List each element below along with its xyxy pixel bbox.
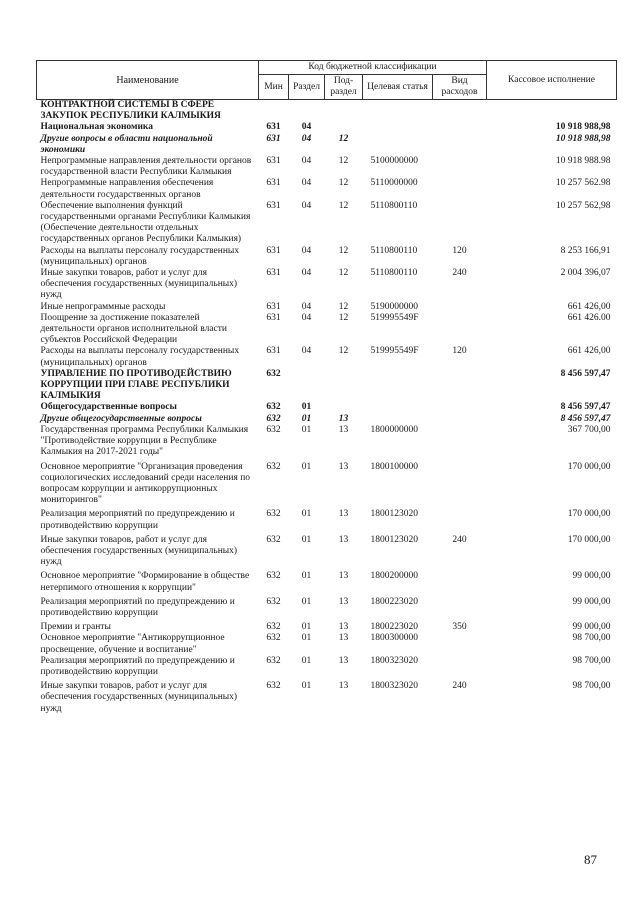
cell-podrazdel: 13: [338, 596, 349, 607]
cell-podrazdel: 12: [338, 301, 349, 312]
cell-sum: 10 918 988.98: [555, 156, 611, 167]
cell-podrazdel: [325, 122, 363, 133]
header-kassovoe: Кассовое исполнение: [487, 61, 617, 100]
table-row: [37, 459, 617, 507]
cell-name: КОНТРАКТНОЙ СИСТЕМЫ В СФЕРЕ ЗАКУПОК РЕСПУБЛИКИ КАЛМЫКИЯ: [40, 100, 221, 122]
cell-name: Национальная экономика: [40, 122, 154, 133]
cell-min: 631: [266, 268, 281, 279]
table-row: [37, 122, 617, 133]
cell-vid: 350: [452, 622, 467, 633]
table-row: [37, 156, 617, 178]
cell-celevaya: 5110800110: [370, 268, 418, 279]
cell-sum: 99 000,00: [572, 596, 611, 607]
cell-podrazdel: 13: [338, 509, 349, 520]
cell-razdel: 01: [301, 596, 312, 607]
table-row: [37, 100, 617, 123]
cell-razdel: 04: [301, 178, 312, 189]
cell-vid: [433, 568, 487, 593]
cell-min: 632: [266, 655, 281, 666]
cell-vid: 240: [452, 681, 467, 692]
cell-celevaya: 1800323020: [370, 681, 418, 692]
cell-podrazdel: 12: [338, 133, 349, 144]
cell-name: Иные закупки товаров, работ и услуг для обеспечения государственных (муниципальных) нужд: [40, 681, 238, 714]
cell-podrazdel: 12: [338, 245, 349, 256]
cell-min: 632: [266, 622, 281, 633]
cell-name: Государственная программа Республики Калмыкия "Противодействие коррупции в Республике Калмыкия на 2017-2021 годы": [40, 424, 249, 458]
cell-min: 631: [266, 245, 281, 256]
cell-razdel: 01: [301, 655, 312, 666]
cell-podrazdel: 12: [338, 200, 349, 211]
budget-table: [36, 60, 617, 715]
cell-razdel: 04: [301, 268, 312, 279]
cell-celevaya: 519995549F: [370, 346, 419, 357]
header-podrazdel: Под-раздел: [325, 75, 363, 100]
table-row: [37, 568, 617, 593]
cell-podrazdel: 13: [338, 534, 349, 545]
cell-name: Поощрение за достижение показателей деятельности органов исполнительной власти субъектов Российской Федерации: [40, 312, 227, 346]
cell-vid: [433, 100, 487, 123]
cell-razdel: 01: [301, 534, 312, 545]
cell-vid: [433, 656, 487, 678]
cell-vid: 240: [452, 534, 467, 545]
cell-sum: 170 000,00: [567, 461, 611, 472]
table-row: [37, 594, 617, 619]
cell-celevaya: 1800100000: [370, 461, 418, 472]
cell-podrazdel: [325, 402, 363, 413]
table-row: [37, 246, 617, 268]
cell-min: 631: [266, 122, 281, 133]
cell-min: 632: [266, 424, 281, 435]
cell-razdel: 01: [301, 622, 312, 633]
cell-min: 631: [266, 156, 281, 167]
cell-celevaya: 1800123020: [370, 509, 418, 520]
table-body: [37, 100, 617, 715]
cell-celevaya: [363, 369, 433, 403]
cell-name: Реализация мероприятий по предупреждению и противодействию коррупции: [40, 596, 235, 618]
cell-celevaya: 5190000000: [370, 301, 418, 312]
table-row: [37, 178, 617, 200]
cell-celevaya: 5100000000: [370, 156, 418, 167]
cell-podrazdel: 13: [338, 461, 349, 472]
table-row: [37, 369, 617, 403]
table-row: [37, 134, 617, 156]
cell-vid: [433, 156, 487, 178]
cell-min: 632: [266, 534, 281, 545]
cell-name: Основное мероприятие "Формирование в обществе нетерпимого отношения к коррупции": [40, 571, 250, 593]
cell-vid: [433, 178, 487, 200]
cell-sum: [487, 100, 617, 123]
cell-razdel: 01: [301, 461, 312, 472]
cell-razdel: 04: [301, 200, 312, 211]
table-row: [37, 313, 617, 347]
cell-celevaya: 5110800110: [370, 200, 418, 211]
table-row: [37, 201, 617, 246]
cell-sum: 98 700,00: [572, 655, 611, 666]
cell-sum: 661 426,00: [567, 301, 611, 312]
cell-name: Другие вопросы в области национальной экономики: [40, 133, 213, 155]
cell-sum: 8 456 597,47: [560, 413, 611, 424]
cell-celevaya: 1800223020: [370, 596, 418, 607]
cell-vid: [433, 459, 487, 507]
cell-name: Расходы на выплаты персоналу государственных (муниципальных) органов: [40, 346, 240, 368]
cell-name: УПРАВЛЕНИЕ ПО ПРОТИВОДЕЙСТВИЮ КОРРУПЦИИ ПРИ ГЛАВЕ РЕСПУБЛИКИ КАЛМЫКИЯ: [40, 368, 232, 402]
cell-vid: [433, 506, 487, 531]
table-row: [37, 425, 617, 459]
cell-sum: 661 426.00: [567, 312, 611, 323]
cell-razdel: 04: [301, 122, 312, 133]
cell-celevaya: 1800323020: [370, 655, 418, 666]
header-vid: Вид расходов: [433, 75, 487, 100]
cell-vid: 120: [452, 346, 467, 357]
cell-razdel: 01: [301, 633, 312, 644]
cell-min: 632: [266, 402, 281, 413]
cell-vid: [433, 369, 487, 403]
cell-sum: 10 918 988,98: [555, 133, 611, 144]
table-row: [37, 506, 617, 531]
cell-sum: 367 700,00: [567, 424, 611, 435]
cell-razdel: [289, 100, 325, 123]
cell-name: Основное мероприятие "Антикоррупционное просвещение, обучение и воспитание": [40, 633, 225, 655]
cell-razdel: [289, 369, 325, 403]
cell-sum: 661 426,00: [567, 346, 611, 357]
cell-sum: 2 004 396,07: [560, 268, 611, 279]
cell-vid: [433, 134, 487, 156]
table-row: [37, 532, 617, 569]
header-celevaya: Целевая статья: [363, 75, 433, 100]
cell-sum: 99 000,00: [572, 622, 611, 633]
cell-razdel: 04: [301, 312, 312, 323]
cell-razdel: 04: [301, 346, 312, 357]
cell-podrazdel: [325, 369, 363, 403]
cell-vid: [433, 633, 487, 655]
cell-min: 632: [266, 596, 281, 607]
table-row: [37, 678, 617, 715]
table-row: [37, 656, 617, 678]
header-min: Мин: [259, 75, 289, 100]
cell-vid: [433, 201, 487, 246]
cell-min: 631: [266, 133, 281, 144]
cell-min: 632: [266, 413, 281, 424]
cell-podrazdel: 12: [338, 156, 349, 167]
cell-podrazdel: 13: [338, 571, 349, 582]
cell-razdel: 04: [301, 133, 312, 144]
cell-sum: 98 700,00: [572, 681, 611, 692]
cell-sum: 98 700,00: [572, 633, 611, 644]
cell-sum: 8 253 166,91: [560, 245, 611, 256]
cell-razdel: 01: [301, 571, 312, 582]
cell-sum: 10 918 988,98: [555, 122, 611, 133]
budget-document: [36, 60, 616, 715]
cell-celevaya: 5110800110: [370, 245, 418, 256]
cell-min: 631: [266, 200, 281, 211]
cell-name: Иные непрограммные расходы: [40, 301, 166, 312]
cell-celevaya: [363, 402, 433, 413]
table-header: [37, 61, 617, 100]
cell-vid: [433, 414, 487, 425]
cell-name: Другие общегосударственные вопросы: [40, 413, 202, 424]
table-row: [37, 346, 617, 368]
cell-name: Непрограммные направления деятельности органов государственной власти Республики Калмыкия: [40, 156, 252, 178]
cell-min: 632: [266, 571, 281, 582]
cell-vid: [433, 425, 487, 459]
table-row: [37, 619, 617, 633]
cell-min: 632: [266, 368, 281, 379]
cell-vid: 240: [452, 268, 467, 279]
cell-podrazdel: 13: [338, 413, 349, 424]
cell-razdel: 04: [301, 301, 312, 312]
table-row: [37, 414, 617, 425]
cell-sum: 10 257 562.98: [555, 178, 611, 189]
cell-podrazdel: 12: [338, 312, 349, 323]
table-row: [37, 302, 617, 313]
cell-sum: 170 000,00: [567, 509, 611, 520]
cell-sum: 8 456 597,47: [560, 402, 611, 413]
cell-podrazdel: 13: [338, 424, 349, 435]
cell-razdel: 04: [301, 245, 312, 256]
cell-podrazdel: 12: [338, 268, 349, 279]
cell-min: 632: [266, 461, 281, 472]
cell-podrazdel: 12: [338, 346, 349, 357]
cell-celevaya: [363, 100, 433, 123]
cell-sum: 10 257 562,98: [555, 200, 611, 211]
cell-podrazdel: [325, 100, 363, 123]
cell-sum: 8 456 597,47: [560, 368, 611, 379]
cell-podrazdel: 13: [338, 681, 349, 692]
cell-celevaya: 1800200000: [370, 571, 418, 582]
cell-razdel: 01: [301, 402, 312, 413]
cell-min: [259, 100, 289, 123]
header-kbk-group: Код бюджетной классификации: [259, 61, 487, 75]
cell-podrazdel: 13: [338, 633, 349, 644]
cell-podrazdel: 13: [338, 655, 349, 666]
cell-name: Иные закупки товаров, работ и услуг для обеспечения государственных (муниципальных) нужд: [40, 534, 238, 568]
cell-razdel: 01: [301, 413, 312, 424]
cell-razdel: 01: [301, 681, 312, 692]
cell-razdel: 01: [301, 509, 312, 520]
page-number: 87: [584, 852, 597, 867]
cell-name: Реализация мероприятий по предупреждению и противодействию коррупции: [40, 509, 235, 531]
header-name: Наименование: [37, 61, 259, 100]
cell-vid: [433, 302, 487, 313]
cell-celevaya: 519995549F: [370, 312, 419, 323]
cell-podrazdel: 13: [338, 622, 349, 633]
cell-celevaya: 5110000000: [370, 178, 418, 189]
cell-name: Непрограммные направления обеспечения деятельности государственных органов: [40, 178, 214, 200]
cell-min: 631: [266, 178, 281, 189]
cell-min: 632: [266, 633, 281, 644]
table-row: [37, 633, 617, 655]
cell-min: 631: [266, 312, 281, 323]
table-row: [37, 268, 617, 302]
cell-vid: [433, 594, 487, 619]
cell-podrazdel: 12: [338, 178, 349, 189]
cell-celevaya: [363, 134, 433, 156]
cell-name: Обеспечение выполнения функций государственными органами Республики Калмыкия (Обеспечение деятельности отдельных государственных органов Республики Калмыкия): [40, 200, 251, 245]
cell-min: 632: [266, 509, 281, 520]
cell-name: Иные закупки товаров, работ и услуг для обеспечения государственных (муниципальных) нужд: [40, 268, 238, 301]
cell-name: Реализация мероприятий по предупреждению и противодействию коррупции: [40, 655, 235, 677]
cell-sum: 170 000,00: [567, 534, 611, 545]
cell-celevaya: 1800000000: [370, 424, 418, 435]
cell-vid: [433, 122, 487, 133]
cell-celevaya: 1800300000: [370, 633, 418, 644]
cell-name: Общегосударственные вопросы: [40, 402, 177, 413]
cell-min: 631: [266, 301, 281, 312]
cell-min: 631: [266, 346, 281, 357]
cell-name: Премии и гранты: [40, 622, 111, 633]
cell-vid: [433, 402, 487, 413]
cell-celevaya: 1800123020: [370, 534, 418, 545]
cell-celevaya: [363, 414, 433, 425]
cell-celevaya: [363, 122, 433, 133]
cell-celevaya: 1800223020: [370, 622, 418, 633]
cell-vid: [433, 313, 487, 347]
cell-razdel: 04: [301, 156, 312, 167]
cell-sum: 99 000,00: [572, 571, 611, 582]
table-row: [37, 402, 617, 413]
header-razdel: Раздел: [289, 75, 325, 100]
cell-razdel: 01: [301, 424, 312, 435]
cell-name: Расходы на выплаты персоналу государственных (муниципальных) органов: [40, 245, 240, 267]
cell-name: Основное мероприятие "Организация проведения социологических исследований среди населения по вопросам коррупции и антикоррупционных мониторингов": [40, 461, 251, 506]
cell-min: 632: [266, 681, 281, 692]
cell-vid: 120: [452, 245, 467, 256]
